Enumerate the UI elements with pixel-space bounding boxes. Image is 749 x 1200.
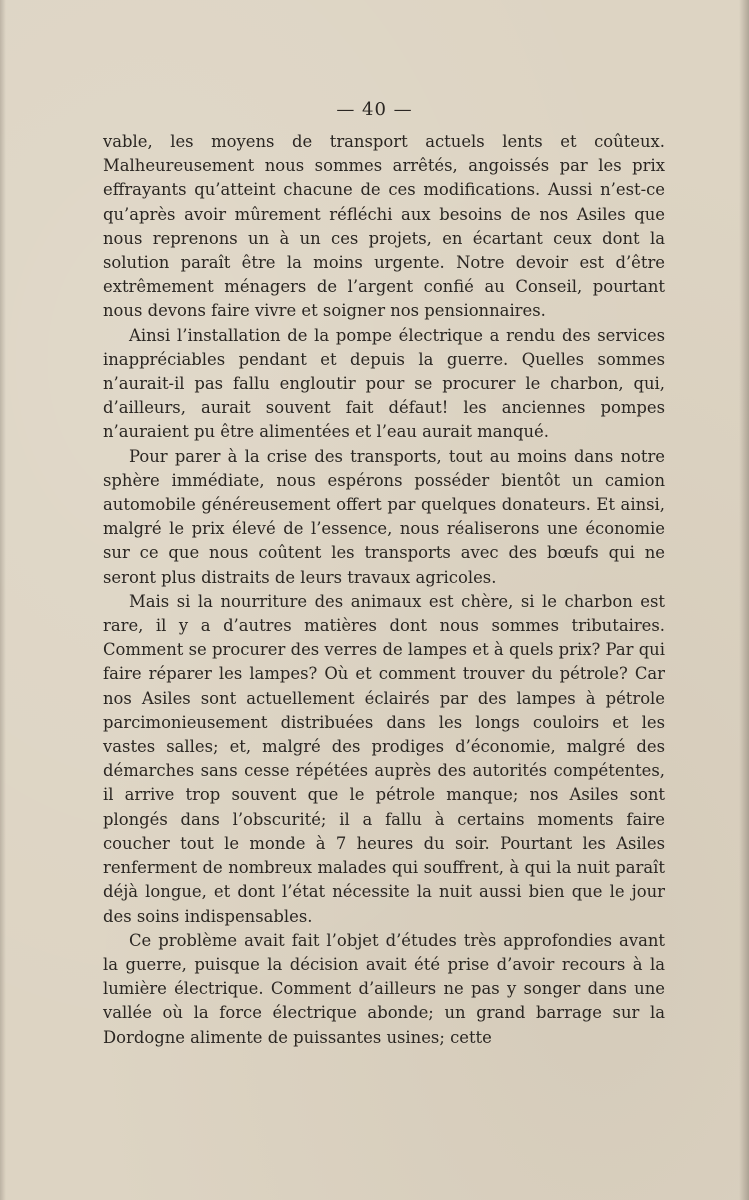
page-number: — 40 — — [336, 99, 413, 120]
page-left-edge-shadow — [0, 0, 6, 1200]
paragraph-2: Ainsi l’installation de la pompe électrique a rendu des services inappréciables pendant et depuis la guerre. Quelles sommes n’aurait-il pas fallu engloutir pour se procurer le charbon, qui, d’ailleurs, aurait souvent fait défaut! les anciennes pompes n’auraient pu être alimentées et l’eau aurait manqué. — [103, 325, 665, 442]
page-right-edge-shadow — [739, 0, 749, 1200]
body-text — [103, 130, 665, 1050]
paragraph-4: Mais si la nourriture des animaux est chère, si le charbon est rare, il y a d’autres matières dont nous sommes tributaires. Comment se procurer des verres de lampes et à quels prix? Par qui faire réparer les lampes? Où et comment trouver du pétrole? Car nos Asiles sont actuellement éclairés par des lampes à pétrole parcimonieusement distribuées dans les longs couloirs et les vastes salles; et, malgré des prodiges d’économie, malgré des démarches sans cesse répétées auprès des autorités compétentes, il arrive trop souvent que le pétrole manque; nos Asiles sont plongés dans l’obscurité; il a fallu à certains moments faire coucher tout le monde à 7 heures du soir. Pourtant les Asiles renferment de nombreux malades qui souffrent, à qui la nuit paraît déjà longue, et dont l’état nécessite la nuit aussi bien que le jour des soins indispensables. — [103, 591, 665, 926]
paragraph-3: Pour parer à la crise des transports, tout au moins dans notre sphère immédiate, nous espérons posséder bientôt un camion automobile généreusement offert par quelques donateurs. Et ainsi, malgré le prix élevé de l’essence, nous réaliserons une économie sur ce que nous coûtent les transports avec des bœufs qui ne seront plus distraits de leurs travaux agricoles. — [103, 446, 665, 587]
paragraph-1: vable, les moyens de transport actuels lents et coûteux. Malheureusement nous sommes arrêtés, angoissés par les prix effrayants qu’atteint chacune de ces modifications. Aussi n’est-ce qu’après avoir mûrement réfléchi aux besoins de nos Asiles que nous reprenons un à un ces projets, en écartant ceux dont la solution paraît être la moins urgente. Notre devoir est d’être extrêmement ménagers de l’argent confié au Conseil, pourtant nous devons faire vivre et soigner nos pensionnaires. — [103, 132, 665, 321]
paragraph-5: Ce problème avait fait l’objet d’études très approfondies avant la guerre, puisque la décision avait été prise d’avoir recours à la lumière électrique. Comment d’ailleurs ne pas y songer dans une vallée où la force électrique abonde; un grand barrage sur la Dordogne alimente de puissantes usines; cette — [103, 930, 665, 1047]
